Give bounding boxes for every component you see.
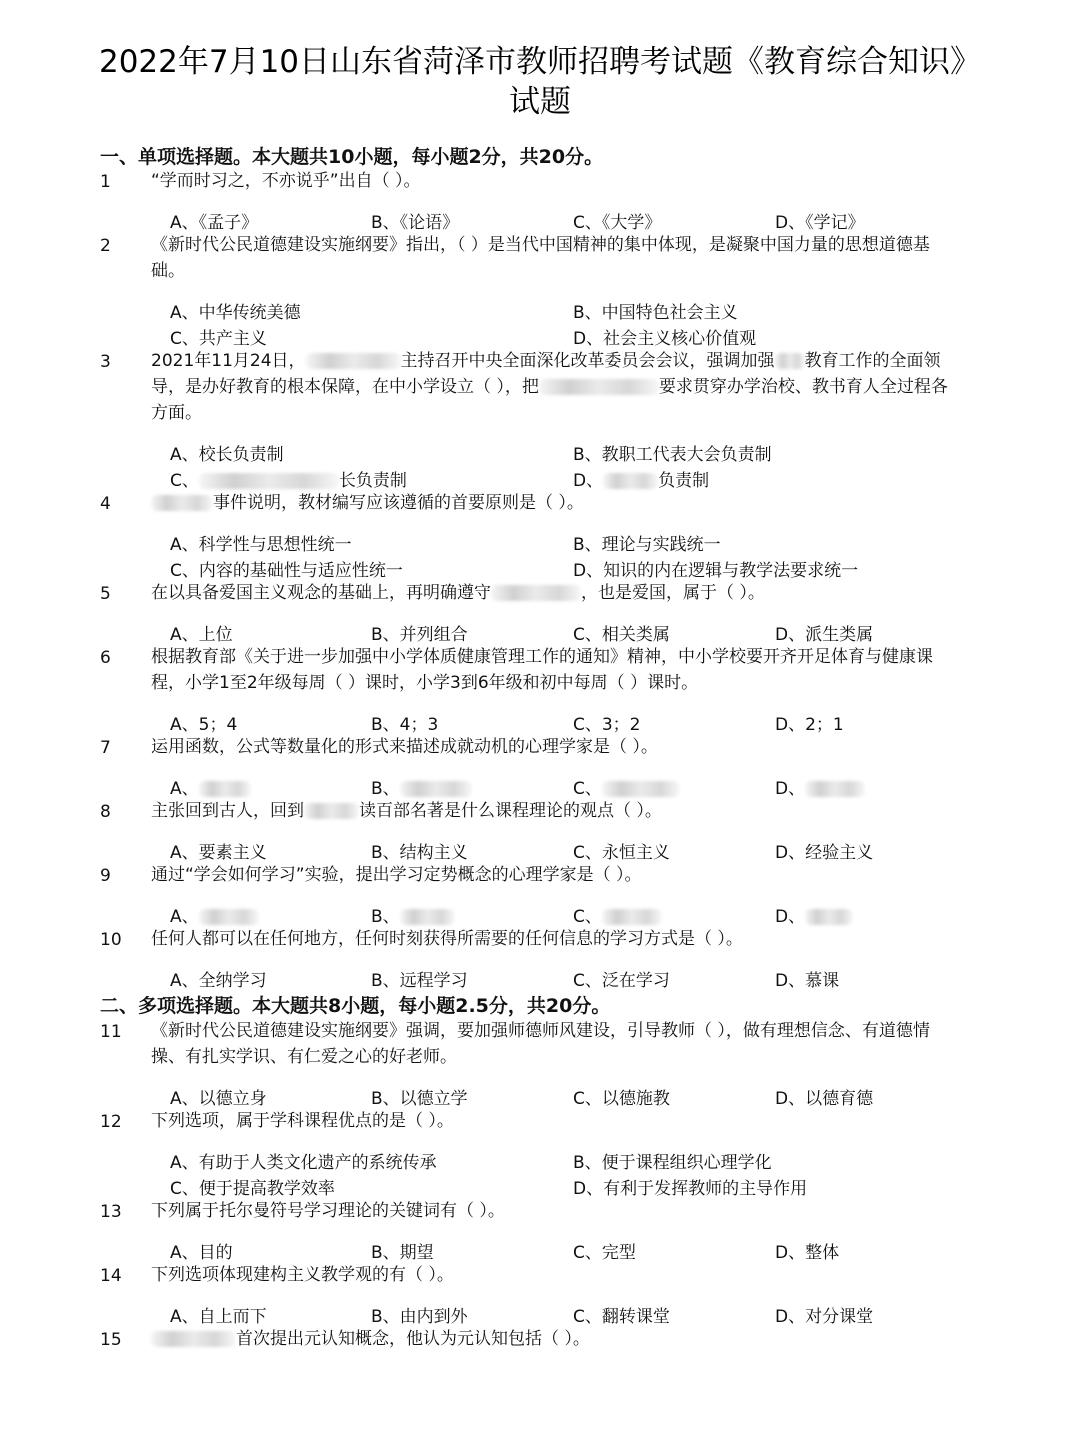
option-d [573, 466, 709, 491]
question-number: 11 [100, 1022, 122, 1042]
question-number: 8 [100, 802, 111, 822]
redaction-blur [602, 909, 662, 925]
option-d: D、对分课堂 [775, 1307, 874, 1327]
question-text-part: 要求贯穿办学治校、教书育人全过程各方面。 [151, 377, 948, 423]
question-text: 下列选项体现建构主义教学观的有（ ）。 [151, 1265, 454, 1285]
option-b: B、理论与实践统一 [573, 535, 721, 555]
question-text: “学而时习之，不亦说乎”出自（ ）。 [151, 171, 421, 191]
question-text: 任何人都可以在任何地方，任何时刻获得所需要的任何信息的学习方式是（ ）。 [151, 929, 743, 949]
redaction-blur [199, 909, 259, 925]
redaction-blur [199, 781, 251, 797]
option-a: A、上位 [170, 625, 233, 645]
redaction-blur [805, 909, 853, 925]
option-d [775, 774, 865, 799]
question-text: 下列选项，属于学科课程优点的是（ ）。 [151, 1111, 454, 1131]
question-number: 1 [100, 172, 111, 192]
option-d: D、派生类属 [775, 625, 874, 645]
option-c [573, 774, 680, 799]
question-text-part: 在以具备爱国主义观念的基础上，再明确遵守 [151, 583, 491, 603]
option-d: D、社会主义核心价值观 [573, 329, 757, 349]
option-d: D、整体 [775, 1243, 840, 1263]
option-prefix: B、 [371, 779, 400, 799]
question-text-part: 2021年11月24日， [151, 351, 306, 371]
option-prefix: B、 [371, 907, 400, 927]
option-d: D、有利于发挥教师的主导作用 [573, 1179, 808, 1199]
option-c: C、泛在学习 [573, 971, 670, 991]
option-b: B、中国特色社会主义 [573, 303, 738, 323]
option-b: B、便于课程组织心理学化 [573, 1153, 772, 1173]
option-prefix: D、 [775, 907, 806, 927]
option-c: C、完型 [573, 1243, 636, 1263]
option-b: B、并列组合 [371, 625, 468, 645]
option-prefix: A、 [170, 779, 199, 799]
page-title: 2022年7月10日山东省菏泽市教师招聘考试题《教育综合知识》 [98, 44, 982, 80]
option-c: C、3；2 [573, 715, 641, 735]
question-number: 6 [100, 648, 111, 668]
option-prefix: D、 [775, 779, 806, 799]
question-text-part: 主持召开中央全面深化改革委员会会议，强调加强 [400, 351, 775, 371]
question-text [151, 1326, 961, 1352]
option-prefix: D、 [573, 471, 604, 491]
question-text-part: ，也是爱国，属于（ ）。 [581, 583, 765, 603]
option-d: D、经验主义 [775, 843, 874, 863]
option-a: A、目的 [170, 1243, 233, 1263]
option-c [170, 466, 407, 491]
question-text: 通过“学会如何学习”实验，提出学习定势概念的心理学家是（ ）。 [151, 865, 642, 885]
redaction-blur [304, 803, 359, 819]
question-number: 3 [100, 352, 111, 372]
option-c [573, 902, 662, 927]
option-b: B、结构主义 [371, 843, 468, 863]
option-a [170, 902, 259, 927]
question-text: 运用函数，公式等数量化的形式来描述成就动机的心理学家是（ ）。 [151, 737, 658, 757]
section-heading-single-choice: 一、单项选择题。本大题共10小题，每小题2分，共20分。 [100, 146, 604, 168]
redaction-blur [775, 353, 805, 369]
option-a: A、自上而下 [170, 1307, 267, 1327]
option-prefix: C、 [573, 907, 602, 927]
option-a: A、以德立身 [170, 1089, 267, 1109]
option-b: B、以德立学 [371, 1089, 468, 1109]
question-number: 15 [100, 1330, 122, 1350]
option-text: 负责制 [658, 471, 710, 491]
redaction-blur [805, 781, 865, 797]
question-number: 2 [100, 236, 111, 256]
redaction-blur [306, 353, 401, 369]
option-b: B、由内到外 [371, 1307, 468, 1327]
option-c: C、翻转课堂 [573, 1307, 670, 1327]
question-text-part: 教育工作的全面领导，是办好教育的根本保障，在中小学设立（ ），把 [151, 351, 941, 397]
question-text [151, 348, 961, 426]
option-prefix: A、 [170, 907, 199, 927]
option-a: A、5；4 [170, 715, 238, 735]
redaction-blur [151, 1331, 236, 1347]
question-number: 5 [100, 584, 111, 604]
option-b: B、《论语》 [371, 213, 460, 233]
option-d: D、以德育德 [775, 1089, 874, 1109]
question-text: 根据教育部《关于进一步加强中小学体质健康管理工作的通知》精神，中小学校要开齐开足体育与健康课程，小学1至2年级每周（ ）课时，小学3到6年级和初中每周（ ）课时。 [151, 647, 933, 693]
option-d: D、慕课 [775, 971, 840, 991]
option-prefix: C、 [573, 779, 602, 799]
question-number: 4 [100, 494, 111, 514]
question-text: 《新时代公民道德建设实施纲要》指出，（ ）是当代中国精神的集中体现，是凝聚中国力量的思想道德基础。 [151, 235, 930, 281]
option-d: D、知识的内在逻辑与教学法要求统一 [573, 561, 859, 581]
option-c: C、共产主义 [170, 329, 267, 349]
redaction-blur [539, 379, 659, 395]
question-number: 14 [100, 1266, 122, 1286]
option-d [775, 902, 853, 927]
redaction-blur [151, 495, 213, 511]
option-a: A、有助于人类文化遗产的系统传承 [170, 1153, 437, 1173]
question-text-part: 读百部名著是什么课程理论的观点（ ）。 [359, 801, 662, 821]
option-b: B、远程学习 [371, 971, 468, 991]
question-number: 13 [100, 1202, 122, 1222]
option-a: A、中华传统美德 [170, 303, 301, 323]
option-b [371, 902, 455, 927]
redaction-blur [199, 473, 339, 489]
option-text: 长负责制 [338, 471, 407, 491]
question-text [151, 580, 961, 606]
option-c: C、以德施教 [573, 1089, 670, 1109]
page-title-line2: 试题 [509, 84, 571, 120]
option-a [170, 774, 251, 799]
redaction-blur [400, 781, 472, 797]
redaction-blur [400, 909, 455, 925]
option-c: C、内容的基础性与适应性统一 [170, 561, 403, 581]
option-b [371, 774, 472, 799]
option-c: C、永恒主义 [573, 843, 670, 863]
option-c: C、相关类属 [573, 625, 670, 645]
option-d: D、2；1 [775, 715, 844, 735]
question-text-part: 事件说明，教材编写应该遵循的首要原则是（ ）。 [213, 493, 584, 513]
option-c: C、便于提高教学效率 [170, 1179, 335, 1199]
question-number: 10 [100, 930, 122, 950]
question-text: 下列属于托尔曼符号学习理论的关键词有（ ）。 [151, 1201, 505, 1221]
question-text-part: 首次提出元认知概念，他认为元认知包括（ ）。 [236, 1329, 590, 1349]
option-a: A、全纳学习 [170, 971, 267, 991]
option-b: B、期望 [371, 1243, 434, 1263]
option-a: A、《孟子》 [170, 213, 259, 233]
question-text [151, 798, 961, 824]
section-heading-multiple-choice: 二、多项选择题。本大题共8小题，每小题2.5分，共20分。 [100, 995, 611, 1017]
redaction-blur [491, 585, 581, 601]
option-a: A、科学性与思想性统一 [170, 535, 352, 555]
question-text [151, 490, 961, 516]
option-prefix: C、 [170, 471, 199, 491]
redaction-blur [603, 473, 658, 489]
question-number: 12 [100, 1112, 122, 1132]
option-b: B、教职工代表大会负责制 [573, 445, 772, 465]
question-number: 9 [100, 866, 111, 886]
option-b: B、4；3 [371, 715, 439, 735]
option-a: A、校长负责制 [170, 445, 284, 465]
redaction-blur [602, 781, 680, 797]
option-c: C、《大学》 [573, 213, 662, 233]
question-text: 《新时代公民道德建设实施纲要》强调，要加强师德师风建设，引导教师（ ），做有理想信念、有道德情操、有扎实学识、有仁爱之心的好老师。 [151, 1021, 930, 1067]
question-text-part: 主张回到古人，回到 [151, 801, 304, 821]
question-number: 7 [100, 738, 111, 758]
option-d: D、《学记》 [775, 213, 865, 233]
option-a: A、要素主义 [170, 843, 267, 863]
